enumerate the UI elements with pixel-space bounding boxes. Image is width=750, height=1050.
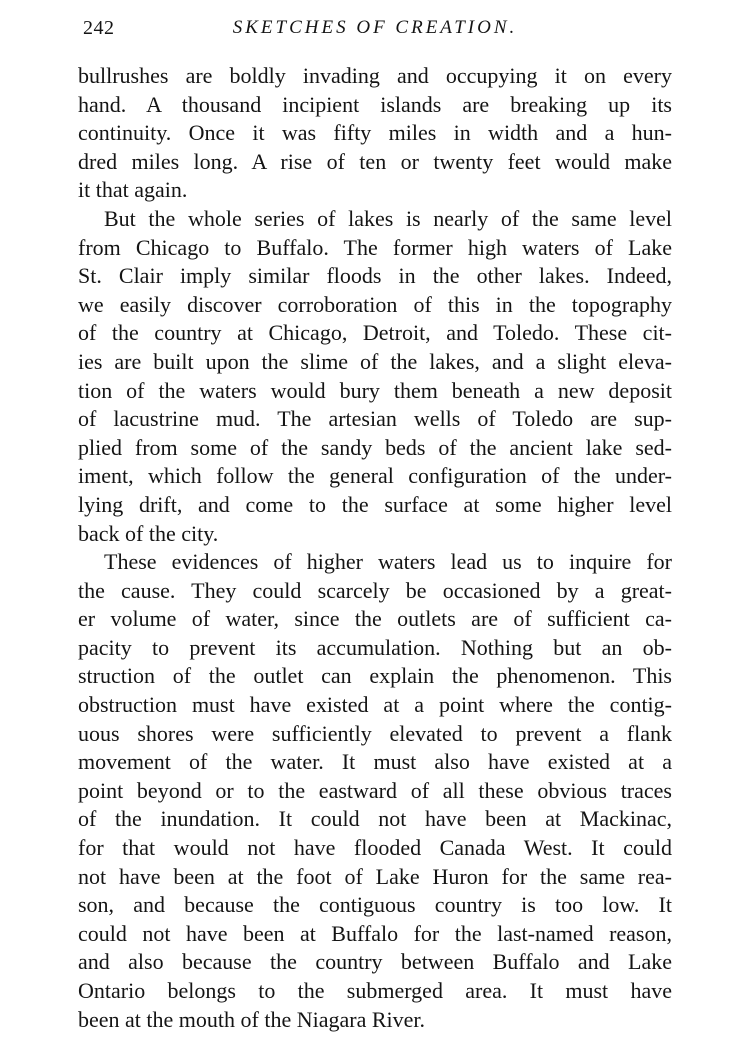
text-line: of the inundation. It could not have been at Mackinac, bbox=[78, 806, 672, 832]
text-line: been at the mouth of the Niagara River. bbox=[78, 1006, 425, 1032]
text-line: These evidences of higher waters lead us to inquire for bbox=[104, 549, 672, 575]
running-head bbox=[78, 14, 672, 54]
running-title: SKETCHES OF CREATION. bbox=[232, 17, 518, 38]
text-line: of the country at Chicago, Detroit, and Toledo. These cit- bbox=[78, 320, 672, 346]
text-line: uous shores were sufficiently elevated to prevent a flank bbox=[78, 720, 672, 746]
text-line: dred miles long. A rise of ten or twenty feet would make bbox=[78, 148, 672, 174]
text-line: But the whole series of lakes is nearly of the same level bbox=[104, 205, 672, 231]
text-line: from Chicago to Buffalo. The former high waters of Lake bbox=[78, 234, 672, 260]
text-line: hand. A thousand incipient islands are breaking up its bbox=[78, 91, 672, 117]
text-line: movement of the water. It must also have existed at a bbox=[78, 749, 672, 775]
text-line: the cause. They could scarcely be occasioned by a great- bbox=[78, 577, 672, 603]
text-line: continuity. Once it was fifty miles in width and a hun- bbox=[78, 120, 672, 146]
text-line: obstruction must have existed at a point where the contig- bbox=[78, 692, 672, 718]
text-line: of lacustrine mud. The artesian wells of Toledo are sup- bbox=[78, 406, 672, 432]
text-line: struction of the outlet can explain the phenomenon. This bbox=[78, 663, 672, 689]
text-line: it that again. bbox=[78, 177, 188, 203]
text-line: ies are built upon the slime of the lakes, and a slight eleva- bbox=[78, 348, 672, 374]
text-line: lying drift, and come to the surface at some higher level bbox=[78, 491, 672, 517]
text-line: Ontario belongs to the submerged area. It must have bbox=[78, 978, 672, 1003]
text-line: bullrushes are boldly invading and occupying it on every bbox=[78, 63, 672, 88]
paragraph-2 bbox=[78, 205, 672, 548]
text-line: for that would not have flooded Canada West. It could bbox=[78, 835, 672, 861]
text-line: not have been at the foot of Lake Huron for the same rea- bbox=[78, 863, 672, 889]
text-line: plied from some of the sandy beds of the ancient lake sed- bbox=[78, 434, 672, 460]
text-line: we easily discover corroboration of this in the topography bbox=[78, 291, 672, 317]
body-text bbox=[78, 62, 672, 1034]
text-line: tion of the waters would bury them beneath a new deposit bbox=[78, 377, 672, 403]
text-line: back of the city. bbox=[78, 520, 219, 546]
paragraph-1 bbox=[78, 62, 672, 205]
text-line: point beyond or to the eastward of all these obvious traces bbox=[78, 777, 672, 803]
page-number: 242 bbox=[83, 17, 115, 39]
text-line: pacity to prevent its accumulation. Nothing but an ob- bbox=[78, 634, 672, 660]
text-line: and also because the country between Buffalo and Lake bbox=[78, 949, 672, 975]
text-line: St. Clair imply similar floods in the other lakes. Indeed, bbox=[78, 263, 672, 289]
text-line: er volume of water, since the outlets are of sufficient ca- bbox=[78, 606, 672, 632]
text-line: iment, which follow the general configuration of the under- bbox=[78, 463, 672, 489]
paragraph-3 bbox=[78, 548, 672, 1034]
book-page bbox=[78, 14, 672, 1034]
text-line: son, and because the contiguous country is too low. It bbox=[78, 892, 672, 918]
text-line: could not have been at Buffalo for the last-named reason, bbox=[78, 920, 672, 946]
